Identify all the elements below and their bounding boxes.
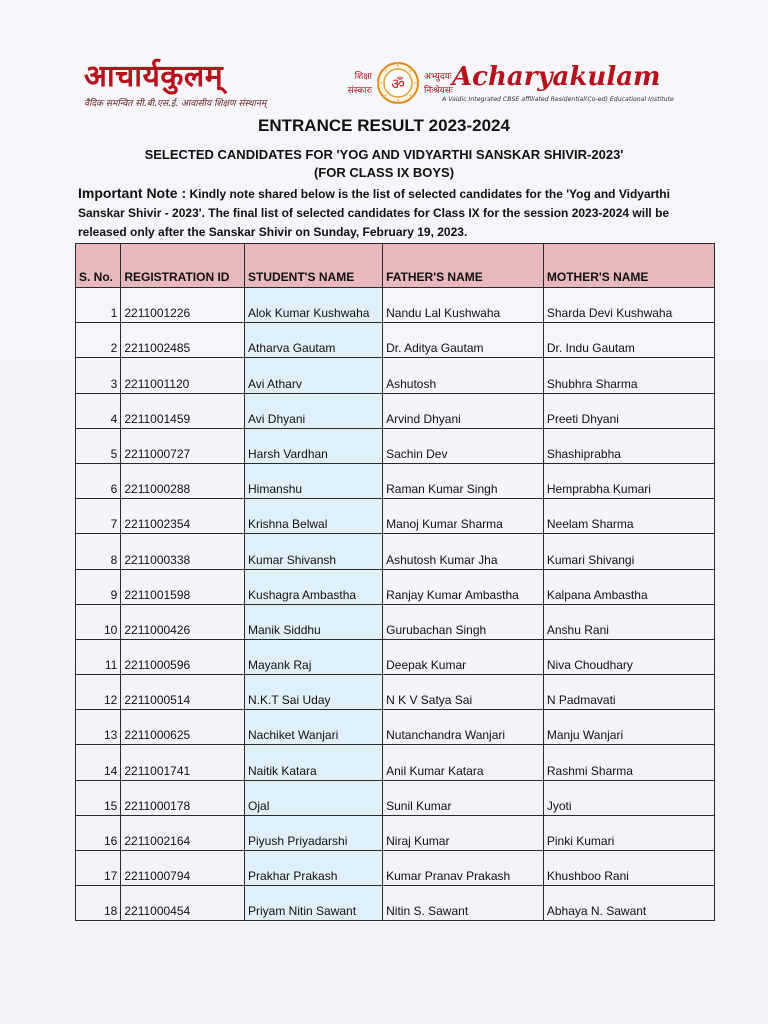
cell-sno: 6 <box>76 463 121 498</box>
cell-mother-name: Neelam Sharma <box>543 499 714 534</box>
cell-student-name: Mayank Raj <box>245 639 383 674</box>
cell-mother-name: Abhaya N. Sawant <box>543 886 714 921</box>
cell-mother-name: Kumari Shivangi <box>543 534 714 569</box>
motto-left <box>332 70 372 98</box>
cell-registration-id: 2211000426 <box>121 604 245 639</box>
cell-sno: 8 <box>76 534 121 569</box>
cell-mother-name: Rashmi Sharma <box>543 745 714 780</box>
motto-left-line-1: शिक्षा <box>354 72 372 82</box>
column-header-father-name: FATHER'S NAME <box>383 244 544 288</box>
table-row <box>76 499 715 534</box>
cell-mother-name: Anshu Rani <box>543 604 714 639</box>
cell-registration-id: 2211000625 <box>121 710 245 745</box>
cell-sno: 12 <box>76 675 121 710</box>
cell-student-name: N.K.T Sai Uday <box>245 675 383 710</box>
cell-student-name: Priyam Nitin Sawant <box>245 886 383 921</box>
cell-father-name: Ranjay Kumar Ambastha <box>383 569 544 604</box>
cell-registration-id: 2211002485 <box>121 323 245 358</box>
cell-father-name: Arvind Dhyani <box>383 393 544 428</box>
cell-sno: 3 <box>76 358 121 393</box>
cell-student-name: Naitik Katara <box>245 745 383 780</box>
cell-student-name: Piyush Priyadarshi <box>245 815 383 850</box>
cell-registration-id: 2211000454 <box>121 886 245 921</box>
cell-sno: 17 <box>76 851 121 886</box>
motto-right-line-2: निःश्रेयसः <box>424 86 453 96</box>
cell-registration-id: 2211000794 <box>121 851 245 886</box>
cell-mother-name: Sharda Devi Kushwaha <box>543 288 714 323</box>
cell-sno: 7 <box>76 499 121 534</box>
cell-student-name: Krishna Belwal <box>245 499 383 534</box>
cell-sno: 5 <box>76 428 121 463</box>
table-header-row <box>76 244 715 288</box>
cell-father-name: Gurubachan Singh <box>383 604 544 639</box>
cell-sno: 1 <box>76 288 121 323</box>
cell-father-name: Nitin S. Sawant <box>383 886 544 921</box>
cell-father-name: Deepak Kumar <box>383 639 544 674</box>
cell-student-name: Prakhar Prakash <box>245 851 383 886</box>
table-row <box>76 569 715 604</box>
english-tagline: A Vaidic Integrated CBSE affiliated Residential(Co-ed) Educational Institute <box>442 96 674 103</box>
cell-father-name: Ashutosh <box>383 358 544 393</box>
table-row <box>76 393 715 428</box>
cell-student-name: Avi Dhyani <box>245 393 383 428</box>
subtitle-line-1: SELECTED CANDIDATES FOR 'YOG AND VIDYARTHI SANSKAR SHIVIR-2023' <box>144 147 624 162</box>
important-note <box>78 184 698 242</box>
column-header-student-name: STUDENT'S NAME <box>245 244 383 288</box>
cell-mother-name: Shubhra Sharma <box>543 358 714 393</box>
results-table <box>75 243 715 921</box>
cell-mother-name: Preeti Dhyani <box>543 393 714 428</box>
table-row <box>76 463 715 498</box>
cell-registration-id: 2211000727 <box>121 428 245 463</box>
cell-student-name: Ojal <box>245 780 383 815</box>
om-emblem-icon <box>376 61 420 105</box>
cell-sno: 16 <box>76 815 121 850</box>
cell-student-name: Kumar Shivansh <box>245 534 383 569</box>
table-row <box>76 710 715 745</box>
cell-registration-id: 2211001226 <box>121 288 245 323</box>
cell-registration-id: 2211001459 <box>121 393 245 428</box>
cell-father-name: Nandu Lal Kushwaha <box>383 288 544 323</box>
cell-student-name: Avi Atharv <box>245 358 383 393</box>
column-header-registration-id: REGISTRATION ID <box>121 244 245 288</box>
motto-right-line-1: अभ्युदयः <box>424 72 452 82</box>
document-subtitle <box>0 146 768 182</box>
cell-mother-name: Manju Wanjari <box>543 710 714 745</box>
table-row <box>76 358 715 393</box>
cell-student-name: Atharva Gautam <box>245 323 383 358</box>
cell-father-name: Niraj Kumar <box>383 815 544 850</box>
cell-student-name: Nachiket Wanjari <box>245 710 383 745</box>
svg-text:ॐ: ॐ <box>391 75 405 93</box>
cell-sno: 4 <box>76 393 121 428</box>
table-row <box>76 745 715 780</box>
table-row <box>76 815 715 850</box>
table-row <box>76 675 715 710</box>
cell-mother-name: Shashiprabha <box>543 428 714 463</box>
motto-left-line-2: संस्कारः <box>347 86 372 96</box>
cell-mother-name: Kalpana Ambastha <box>543 569 714 604</box>
document-title: ENTRANCE RESULT 2023-2024 <box>258 116 510 135</box>
letterhead <box>78 58 690 114</box>
cell-mother-name: N Padmavati <box>543 675 714 710</box>
cell-registration-id: 2211000338 <box>121 534 245 569</box>
subtitle-line-2: (FOR CLASS IX BOYS) <box>313 165 455 180</box>
english-institute-name: Acharyakulam <box>452 62 661 92</box>
note-label: Important Note : <box>78 185 187 201</box>
cell-registration-id: 2211000514 <box>121 675 245 710</box>
cell-father-name: Dr. Aditya Gautam <box>383 323 544 358</box>
cell-father-name: Ashutosh Kumar Jha <box>383 534 544 569</box>
cell-father-name: Raman Kumar Singh <box>383 463 544 498</box>
table-row <box>76 886 715 921</box>
column-header-sno: S. No. <box>76 244 121 288</box>
table-row <box>76 534 715 569</box>
cell-student-name: Harsh Vardhan <box>245 428 383 463</box>
cell-student-name: Kushagra Ambastha <box>245 569 383 604</box>
hindi-institute-name: आचार्यकुलम् <box>84 59 224 94</box>
table-row <box>76 288 715 323</box>
cell-mother-name: Jyoti <box>543 780 714 815</box>
note-text: Kindly note shared below is the list of selected candidates for the 'Yog and Vidyarthi Sanskar Shivir - 2023'. The final list of selected candidates for Class IX for the session 2023-2024 will be released only after the Sanskar Shivir on Sunday, February 19, 2023. <box>78 187 670 239</box>
cell-father-name: Sachin Dev <box>383 428 544 463</box>
cell-father-name: Kumar Pranav Prakash <box>383 851 544 886</box>
cell-mother-name: Hemprabha Kumari <box>543 463 714 498</box>
cell-mother-name: Niva Choudhary <box>543 639 714 674</box>
cell-registration-id: 2211002164 <box>121 815 245 850</box>
cell-registration-id: 2211001598 <box>121 569 245 604</box>
cell-father-name: Anil Kumar Katara <box>383 745 544 780</box>
hindi-tagline: वैदिक समन्वित सी.बी.एस.ई. आवासीय शिक्षण संस्थानम् <box>84 99 267 109</box>
cell-registration-id: 2211002354 <box>121 499 245 534</box>
cell-sno: 10 <box>76 604 121 639</box>
cell-registration-id: 2211000288 <box>121 463 245 498</box>
table-row <box>76 428 715 463</box>
table-row <box>76 639 715 674</box>
table-row <box>76 780 715 815</box>
cell-father-name: Nutanchandra Wanjari <box>383 710 544 745</box>
cell-father-name: N K V Satya Sai <box>383 675 544 710</box>
cell-registration-id: 2211000596 <box>121 639 245 674</box>
cell-registration-id: 2211000178 <box>121 780 245 815</box>
cell-father-name: Manoj Kumar Sharma <box>383 499 544 534</box>
cell-sno: 11 <box>76 639 121 674</box>
cell-sno: 9 <box>76 569 121 604</box>
cell-mother-name: Pinki Kumari <box>543 815 714 850</box>
table-row <box>76 323 715 358</box>
cell-student-name: Himanshu <box>245 463 383 498</box>
cell-sno: 18 <box>76 886 121 921</box>
cell-student-name: Alok Kumar Kushwaha <box>245 288 383 323</box>
cell-sno: 2 <box>76 323 121 358</box>
cell-mother-name: Dr. Indu Gautam <box>543 323 714 358</box>
cell-registration-id: 2211001120 <box>121 358 245 393</box>
cell-sno: 14 <box>76 745 121 780</box>
cell-registration-id: 2211001741 <box>121 745 245 780</box>
cell-student-name: Manik Siddhu <box>245 604 383 639</box>
cell-sno: 13 <box>76 710 121 745</box>
column-header-mother-name: MOTHER'S NAME <box>543 244 714 288</box>
cell-mother-name: Khushboo Rani <box>543 851 714 886</box>
cell-sno: 15 <box>76 780 121 815</box>
table-row <box>76 604 715 639</box>
table-body <box>76 288 715 921</box>
cell-father-name: Sunil Kumar <box>383 780 544 815</box>
table-row <box>76 851 715 886</box>
